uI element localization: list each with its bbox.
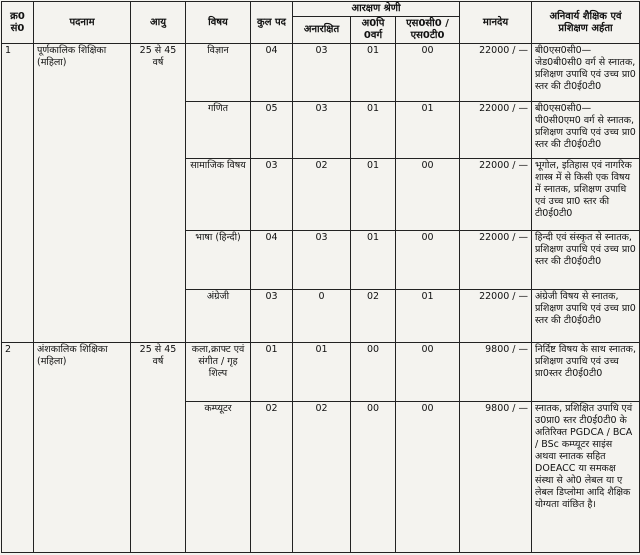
table-row — [2, 343, 640, 401]
header-unreserved: अनारक्षित — [293, 17, 351, 44]
obc-cell: 01 — [351, 158, 396, 231]
scst-cell: 00 — [396, 158, 460, 231]
subject-cell: अंग्रेजी — [186, 289, 251, 342]
subject-cell: सामाजिक विषय — [186, 158, 251, 231]
unreserved-cell: 0 — [293, 289, 351, 342]
header-age: आयु — [131, 2, 186, 44]
qualification-cell: बी0एस0सी0— जेड0बी0सी0 वर्ग से स्नातक, प्रशिक्षण उपाधि एवं उच्च प्रा0 स्तर की टी0ई0टी0 — [532, 44, 640, 102]
sno-cell: 1 — [2, 44, 34, 343]
sno-cell: 2 — [2, 343, 34, 553]
header-subject: विषय — [186, 2, 251, 44]
qualification-cell: निर्दिष्ट विषय के साथ स्नातक, प्रशिक्षण उपाधि एवं उच्च प्रा0स्तर टी0ई0टी0 — [532, 343, 640, 401]
vacancy-table — [1, 1, 640, 553]
scst-cell: 01 — [396, 102, 460, 158]
qualification-cell: बी0एस0सी0— पी0सी0एम0 वर्ग से स्नातक, प्रशिक्षण उपाधि एवं उच्च प्रा0 स्तर की टी0ई0टी0 — [532, 102, 640, 158]
obc-cell: 01 — [351, 102, 396, 158]
scst-cell: 00 — [396, 44, 460, 102]
unreserved-cell: 01 — [293, 343, 351, 401]
obc-cell: 00 — [351, 401, 396, 552]
salary-cell: 9800 / — — [460, 401, 532, 552]
salary-cell: 22000 / — — [460, 102, 532, 158]
header-post: पदनाम — [34, 2, 131, 44]
unreserved-cell: 02 — [293, 158, 351, 231]
salary-cell: 22000 / — — [460, 158, 532, 231]
obc-cell: 01 — [351, 231, 396, 289]
unreserved-cell: 03 — [293, 44, 351, 102]
total-cell: 02 — [251, 401, 293, 552]
salary-cell: 22000 / — — [460, 289, 532, 342]
age-cell: 25 से 45 वर्ष — [131, 343, 186, 553]
total-cell: 05 — [251, 102, 293, 158]
subject-cell: कम्प्यूटर — [186, 401, 251, 552]
qualification-cell: अंग्रेजी विषय से स्नातक, प्रशिक्षण उपाधि एवं उच्च प्रा0 स्तर की टी0ई0टी0 — [532, 289, 640, 342]
unreserved-cell: 03 — [293, 231, 351, 289]
salary-cell: 22000 / — — [460, 231, 532, 289]
qualification-cell: हिन्दी एवं संस्कृत से स्नातक, प्रशिक्षण उपाधि एवं उच्च प्रा0 स्तर की टी0ई0टी0 — [532, 231, 640, 289]
subject-cell: गणित — [186, 102, 251, 158]
header-reservation: आरक्षण श्रेणी — [293, 2, 460, 17]
unreserved-cell: 03 — [293, 102, 351, 158]
header-sno: क्र0 सं0 — [2, 2, 34, 44]
age-cell: 25 से 45 वर्ष — [131, 44, 186, 343]
salary-cell: 22000 / — — [460, 44, 532, 102]
salary-cell: 9800 / — — [460, 343, 532, 401]
subject-cell: भाषा (हिन्दी) — [186, 231, 251, 289]
scst-cell: 00 — [396, 401, 460, 552]
subject-cell: कला,क्राफ्ट एवं संगीत / गृह शिल्प — [186, 343, 251, 401]
obc-cell: 02 — [351, 289, 396, 342]
qualification-cell: भूगोल, इतिहास एवं नागरिक शास्त्र में से किसी एक विषय में स्नातक, प्रशिक्षण उपाधि एवं उच्च प्रा0 स्तर की टी0ई0टी0 — [532, 158, 640, 231]
header-salary: मानदेय — [460, 2, 532, 44]
total-cell: 01 — [251, 343, 293, 401]
table-row — [2, 44, 640, 102]
post-cell: पूर्णकालिक शिक्षिका (महिला) — [34, 44, 131, 343]
total-cell: 04 — [251, 44, 293, 102]
header-scst: एस0सी0 / एस0टी0 — [396, 17, 460, 44]
total-cell: 03 — [251, 158, 293, 231]
post-cell: अंशकालिक शिक्षिका (महिला) — [34, 343, 131, 553]
subject-cell: विज्ञान — [186, 44, 251, 102]
header-obc: अ0पि 0वर्ग — [351, 17, 396, 44]
scst-cell: 00 — [396, 231, 460, 289]
obc-cell: 01 — [351, 44, 396, 102]
unreserved-cell: 02 — [293, 401, 351, 552]
header-qualification: अनिवार्य शैक्षिक एवं प्रशिक्षण अर्हता — [532, 2, 640, 44]
scst-cell: 00 — [396, 343, 460, 401]
total-cell: 04 — [251, 231, 293, 289]
obc-cell: 00 — [351, 343, 396, 401]
qualification-cell: स्नातक, प्रशिक्षित उपाधि एवं उ0प्रा0 स्तर टी0ई0टी0 के अतिरिक्त PGDCA / BCA / BSc कम्प्यूटर साइंस अथवा स्नातक सहित DOEACC या समकक्ष संस्था से ओ0 लेबल या ए लेबल डिप्लोमा आदि शैक्षिक योग्यता वांछित है। — [532, 401, 640, 552]
header-total: कुल पद — [251, 2, 293, 44]
scst-cell: 01 — [396, 289, 460, 342]
total-cell: 03 — [251, 289, 293, 342]
